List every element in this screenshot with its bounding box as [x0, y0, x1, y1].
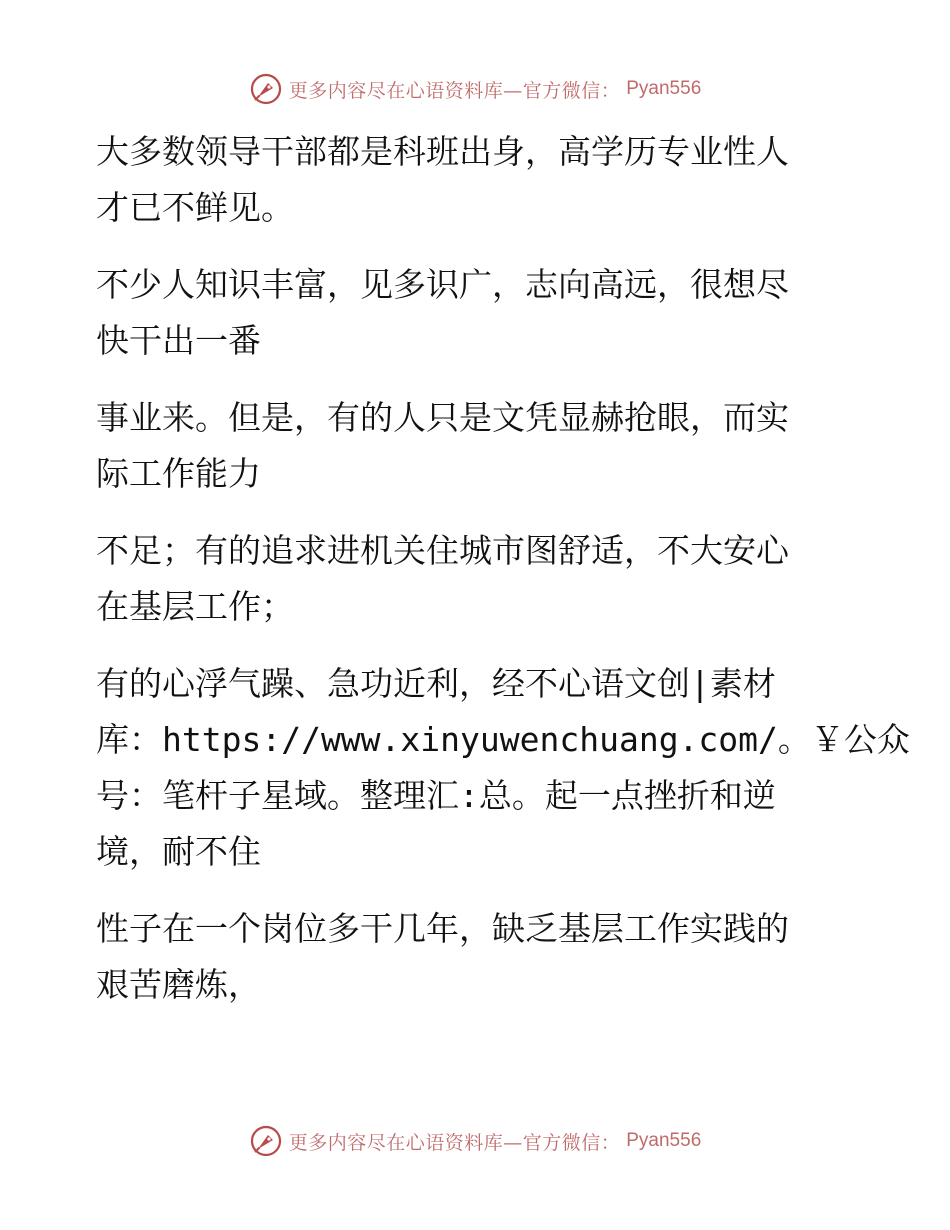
text-line: 大多数领导干部都是科班出身，高学历专业性人 [96, 132, 789, 171]
text-line: 际工作能力 [96, 454, 261, 493]
paragraph [96, 656, 910, 880]
header-banner-text: 更多内容尽在心语资料库—官方微信： [288, 79, 621, 102]
header-banner-brand: Pyan556 [626, 78, 702, 99]
pen-nib-logo-icon [249, 1124, 283, 1158]
footer-banner [0, 1124, 950, 1160]
text-line: 在基层工作； [96, 587, 294, 626]
text-line: 境，耐不住 [96, 832, 261, 871]
header-banner [0, 72, 950, 108]
text-line: 号：笔杆子星域。整理汇:总。起一点挫折和逆 [96, 776, 776, 815]
body-text [96, 124, 910, 1034]
text-line: 事业来。但是，有的人只是文凭显赫抢眼，而实 [96, 398, 789, 437]
paragraph [96, 257, 836, 369]
paragraph [96, 523, 836, 635]
paragraph [96, 901, 836, 1013]
text-line: 库：https://www.xinyuwenchuang.com/。￥公众 [96, 720, 910, 759]
paragraph [96, 390, 836, 502]
footer-banner-text: 更多内容尽在心语资料库—官方微信： [288, 1131, 621, 1154]
text-line: 性子在一个岗位多干几年，缺乏基层工作实践的 [96, 909, 789, 948]
text-line: 才已不鲜见。 [96, 188, 294, 227]
footer-banner-brand: Pyan556 [626, 1130, 702, 1151]
text-line: 不少人知识丰富，见多识广，志向高远，很想尽 [96, 265, 789, 304]
pen-nib-logo-icon [249, 72, 283, 106]
text-line: 不足；有的追求进机关住城市图舒适，不大安心 [96, 531, 789, 570]
text-line: 有的心浮气躁、急功近利，经不心语文创|素材 [96, 664, 776, 703]
text-line: 快干出一番 [96, 321, 261, 360]
text-line: 艰苦磨炼， [96, 965, 261, 1004]
paragraph [96, 124, 836, 236]
